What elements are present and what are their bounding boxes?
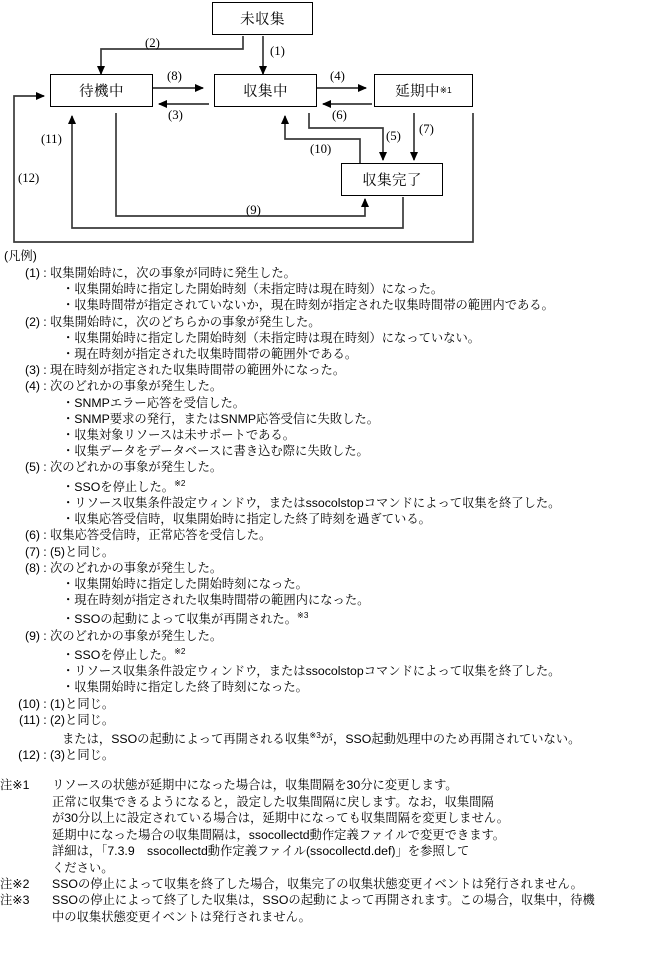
legend-item-bullet: ・収集開始時に指定した開始時刻（未指定時は現在時刻）になっていない。	[62, 330, 481, 345]
legend-item-headline: 現在時刻が指定された収集時間帯の範囲外になった。	[50, 363, 346, 378]
legend-item-bullet: ・SSOの起動によって収集が再開された。$^{※3}$	[62, 611, 309, 627]
legend-item-headline: 次のどれかの事象が発生した。	[50, 560, 223, 575]
diagram-connectors	[0, 0, 660, 248]
legend-item-headline: (5)と同じ。	[50, 544, 115, 559]
footnote-line: 正常に収集できるようになると，設定した収集間隔に戻します。なお，収集間隔	[52, 794, 494, 809]
state-label-postponed-footnote: ※1	[439, 85, 452, 95]
legend-item-separator: :	[43, 712, 47, 727]
edge-label-8: (8)	[167, 69, 182, 83]
edge-label-4: (4)	[330, 69, 345, 83]
footnote-line: が30分以上に設定されている場合は，延期中になっても収集間隔を変更しません。	[52, 811, 510, 826]
legend-item-headline: 収集開始時に，次の事象が同時に発生した。	[50, 266, 296, 280]
legend-item	[0, 544, 660, 560]
legend-item-number: (3)	[24, 363, 40, 378]
legend-item-separator: :	[43, 560, 47, 575]
edge-label-3: (3)	[168, 108, 183, 122]
state-box-waiting	[50, 74, 153, 107]
legend-item-number: (12)	[18, 748, 40, 763]
legend-item-number: (10)	[18, 696, 40, 711]
legend-item-number: (1)	[24, 266, 40, 280]
footnote-body	[52, 876, 660, 892]
legend-item	[0, 378, 660, 459]
legend-item-bullet: ・収集対象リソースは未サポートである。	[62, 428, 296, 443]
legend-item-body	[50, 747, 660, 763]
footnote-line: リソースの状態が延期中になった場合は，収集間隔を30分に変更します。	[52, 778, 458, 793]
legend-item-bullet: ・SNMPエラー応答を受信した。	[62, 395, 246, 410]
legend-item-body	[50, 712, 660, 748]
legend-item-separator: :	[43, 544, 47, 559]
legend-item-separator: :	[43, 379, 47, 394]
legend-item-bullet: ・収集開始時に指定した開始時刻（未指定時は現在時刻）になった。	[62, 282, 444, 297]
legend-item-headline: (1)と同じ。	[50, 696, 115, 711]
state-box-postponed	[374, 74, 473, 107]
legend-item-continuation: または，SSOの起動によって再開される収集$^{※3}$が，SSO起動処理中のため再開されていない。	[62, 730, 581, 747]
edge-label-9: (9)	[246, 203, 261, 217]
footnotes-area	[0, 777, 660, 925]
footnote-marker: 注※1	[0, 778, 30, 793]
legend-item-separator: :	[43, 628, 47, 643]
legend-item-bullet: ・SNMP要求の発行，またはSNMP応答受信に失敗した。	[62, 411, 379, 426]
legend-item-headline: 収集開始時に，次のどちらかの事象が発生した。	[50, 314, 321, 329]
legend-item-headline: (3)と同じ。	[50, 748, 115, 763]
state-label-uncollected: 未収集	[240, 12, 285, 28]
state-box-uncollected	[212, 2, 313, 35]
legend-item	[0, 747, 660, 763]
footnote-marker: 注※2	[0, 876, 30, 891]
legend-item-bullet: ・収集応答受信時，収集開始時に指定した終了時刻を過ぎている。	[62, 512, 431, 527]
edge-label-7: (7)	[419, 122, 434, 136]
edge-label-1: (1)	[270, 44, 285, 58]
state-label-collecting: 収集中	[243, 84, 288, 100]
state-transition-diagram	[0, 0, 660, 248]
legend-item-body	[50, 544, 660, 560]
legend-item-bullet: ・現在時刻が指定された収集時間帯の範囲外である。	[62, 347, 358, 362]
legend-item-bullet: ・SSOを停止した。$^{※2}$	[62, 478, 186, 494]
footnote-marker: 注※3	[0, 893, 30, 908]
legend-item-number: (8)	[24, 560, 40, 575]
state-label-postponed: 延期中	[395, 84, 440, 100]
legend-item-body	[50, 696, 660, 712]
legend-item-number: (2)	[24, 314, 40, 329]
legend-item-number: (4)	[24, 379, 40, 394]
legend-item-bullet: ・収集開始時に指定した開始時刻になった。	[62, 576, 308, 591]
legend-item-bullet: ・収集開始時に指定した終了時刻になった。	[62, 680, 308, 695]
legend-item-headline: 収集応答受信時，正常応答を受信した。	[50, 528, 272, 543]
legend-item-separator: :	[43, 748, 47, 763]
legend-item-separator: :	[43, 460, 47, 475]
legend-item-number: (7)	[24, 544, 40, 559]
footnote-row	[0, 777, 660, 875]
legend-item-separator: :	[43, 363, 47, 378]
edge-label-5: (5)	[386, 129, 401, 143]
footnote-line: 詳細は，「7.3.9 ssocollectd動作定義ファイル(ssocollectd.def)」を参照して	[52, 844, 470, 859]
legend-item	[0, 459, 660, 527]
legend-item-headline: 次のどれかの事象が発生した。	[50, 628, 223, 643]
legend-item-separator: :	[43, 696, 47, 711]
legend-list	[0, 265, 660, 763]
legend-item	[0, 265, 660, 314]
footnote-line: SSOの停止によって終了した収集は，SSOの起動によって再開されます。この場合，収集中，待機	[52, 893, 595, 908]
state-box-completed	[341, 163, 443, 196]
legend-item-separator: :	[43, 266, 47, 280]
legend-item	[0, 712, 660, 748]
legend-and-notes	[0, 248, 660, 925]
legend-item-headline: 次のどれかの事象が発生した。	[50, 460, 223, 475]
legend-item-bullet: ・収集データをデータベースに書き込む際に失敗した。	[62, 444, 369, 459]
legend-item-bullet: ・現在時刻が指定された収集時間帯の範囲内になった。	[62, 593, 370, 608]
legend-item-separator: :	[43, 528, 47, 543]
legend-item-body	[50, 314, 660, 363]
legend-item-bullet: ・収集時間帯が指定されていないか，現在時刻が指定された収集時間帯の範囲内である。	[62, 298, 554, 313]
legend-item-number: (9)	[24, 628, 40, 643]
edge-label-6: (6)	[332, 108, 347, 122]
state-label-waiting: 待機中	[79, 84, 124, 100]
legend-item-bullet: ・SSOを停止した。$^{※2}$	[62, 646, 186, 662]
edge-label-12: (12)	[18, 171, 40, 185]
legend-item-body	[50, 459, 660, 527]
legend-item-body	[50, 378, 660, 459]
edge-label-10: (10)	[310, 142, 332, 156]
legend-item	[0, 527, 660, 543]
legend-item	[0, 696, 660, 712]
edge-label-2: (2)	[145, 36, 160, 50]
legend-item-bullet: ・リソース収集条件設定ウィンドウ，またはssocolstopコマンドによって収集を終了した。	[62, 664, 561, 679]
footnote-line: 延期中になった場合の収集間隔は，ssocollectd動作定義ファイルで変更できます。	[52, 827, 506, 842]
footnote-row	[0, 892, 660, 925]
footnote-row	[0, 876, 660, 892]
legend-item-number: (6)	[24, 528, 40, 543]
state-box-collecting	[214, 74, 317, 107]
legend-item-body	[50, 362, 660, 378]
footnote-line: 中の収集状態変更イベントは発行されません。	[52, 909, 311, 924]
edge-label-11: (11)	[41, 132, 62, 146]
legend-item-number: (5)	[24, 460, 40, 475]
legend-item	[0, 362, 660, 378]
state-label-completed: 収集完了	[362, 173, 422, 189]
legend-item-separator: :	[43, 314, 47, 329]
legend-item-number: (11)	[19, 712, 40, 727]
footnote-body	[52, 777, 660, 875]
legend-item-body	[50, 628, 660, 696]
legend-item-body	[50, 560, 660, 628]
footnote-line: ください。	[52, 860, 114, 875]
legend-item-headline: (2)と同じ。	[50, 712, 115, 727]
legend-item-body	[50, 265, 660, 314]
legend-item	[0, 560, 660, 628]
legend-item-headline: 次のどれかの事象が発生した。	[50, 379, 223, 394]
footnote-line: SSOの停止によって収集を終了した場合，収集完了の収集状態変更イベントは発行されません。	[52, 876, 583, 891]
legend-item	[0, 628, 660, 696]
footnote-body	[52, 892, 660, 925]
legend-item-body	[50, 527, 660, 543]
legend-item-bullet: ・リソース収集条件設定ウィンドウ，またはssocolstopコマンドによって収集を終了した。	[62, 495, 561, 510]
legend-item	[0, 314, 660, 363]
legend-title: (凡例)	[4, 249, 37, 263]
